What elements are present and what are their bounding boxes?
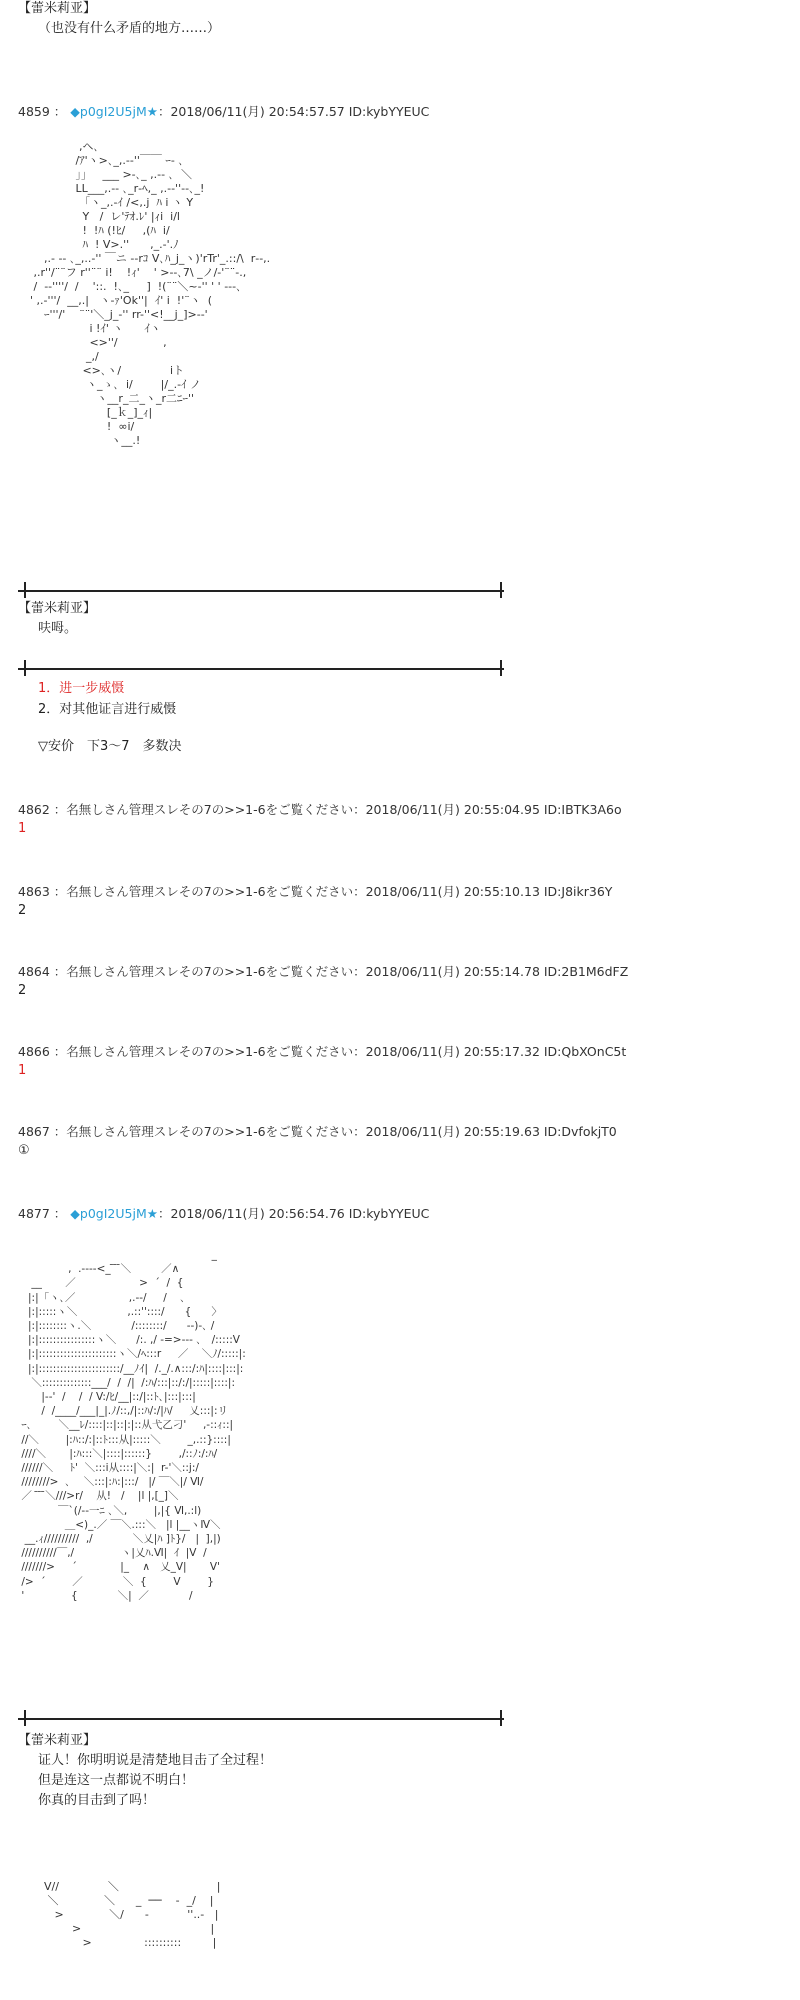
reply-header: 4863 ：名無しさん管理スレその7の>>1-6をご覧ください：2018/06/11(月) 20:55:10.13 ID:J8ikr36Y [18, 884, 613, 899]
reply-body: 2 [18, 983, 27, 998]
post-meta: ：2018/06/11(月) 20:54:57.57 ID:kybYYEUC [157, 104, 430, 119]
reply-header: 4862 ：名無しさん管理スレその7の>>1-6をご覧ください：2018/06/11(月) 20:55:04.95 ID:IBTK3A6o [18, 802, 622, 817]
ascii-art-remilia-2: _ , .-‐‐‐<_ ̄ ̄ ̄＼ ／∧ __ ／ > ´ / { |:|「ヽ､／ ,.-‐/ / ､ |:|:::::ヽ＼ ,.::''::::/ { 〉 |:|::::::::ヽ.＼ /::::::::/ -‐)-､ / |:|::::::::::::::::ヽ＼ /:. ,/ ‐=>‐-- ､ /:::::V |:|::::::::::::::::::::::ヽ＼/ﾍ:::r ／ ＼ﾉ/:::::|: |:|:::::::::::::::::::::::/__ﾉｲ| /._/.∧:::/:ﾊ|::::|:::|: ＼::::::::::::::___/ / /| /:ﾊ/:::|::/:/|:::::|::::|: |‐-' / / / V:/ﾋ/__|::/|::ﾄ､|:::|:::| / /____/___|_|.ﾉ/::,/|::ﾊ/:/|ﾊ/ 乂:::|:リ ｰ､ ＼__ﾚ/::::|::|::|:|::从弋乙刁' ,-::ｨ::| //＼ |:ﾊ::/:|::ﾄ:::从|:::::＼ _,.::}::::| ////＼ |:ﾊ:::＼|::::|::::::} ,/::ﾉ:/:ﾊ/ //////＼ ﾄ' ＼:::i从::::|＼:| r-'＼::j:/ ////////> ､ ＼:::|:ﾊ:|:::/ |/ ￣＼|/ Ⅵ/ ／ ̄ ̄ ̄＼///>r/ 从! / |l |,[_]＼ ￣`(/--一ﾆ ､＼, |,|{ Ⅵ,.:l) ＿<)_.／ ￣＼.:::＼ |l |__ヽⅣ＼ __.ｨ////////// ,/ ＼乂|ﾊ ]ﾄ}/ | ],|) //////////￣,/ ヽ|乂ﾊ.Ⅵ| ｲ |Ⅴ / ///////> ´ |_ ∧ 乂_V| V' /> ´ ／ ＼ { V } ' { ＼| ／ / [21, 1249, 246, 1602]
separator-tick [500, 582, 502, 598]
dialogue-line: 但是连这一点都说不明白！ [38, 1773, 195, 1788]
choice-1: 1．进一步威慑 [38, 681, 125, 696]
reply-header: 4864 ：名無しさん管理スレその7の>>1-6をご覧ください：2018/06/11(月) 20:55:14.78 ID:2B1M6dFZ [18, 964, 629, 979]
separator-tick [24, 660, 26, 676]
dialogue-line: （也没有什么矛盾的地方……） [38, 21, 221, 36]
separator-line [18, 668, 504, 670]
speaker-label: 【蕾米莉亚】 [18, 1733, 97, 1748]
dialogue-line: 你真的目击到了吗！ [38, 1793, 156, 1808]
post-number[interactable]: 4877 [18, 1206, 50, 1221]
separator-tick [24, 582, 26, 598]
speaker-label: 【蕾米莉亚】 [18, 1, 97, 16]
separator-tick [500, 1710, 502, 1726]
post-meta: ：2018/06/11(月) 20:56:54.76 ID:kybYYEUC [157, 1206, 430, 1221]
post-number[interactable]: 4859 [18, 104, 50, 119]
ascii-art-fragment-3: V// ＼ | ＼ ＼ _ ── - _/ | > ＼/ ‐ ''..- | > | > :::::::::: | [43, 1880, 221, 1949]
reply-body: ① [18, 1143, 30, 1158]
dialogue-line: 证人！你明明说是清楚地目击了全过程！ [38, 1753, 273, 1768]
vote-instruction: ▽安价 下3～7 多数决 [38, 739, 182, 754]
reply-body: 1 [18, 1063, 27, 1078]
tripcode[interactable]: ◆p0gI2U5jM [70, 104, 147, 119]
reply-header: 4867 ：名無しさん管理スレその7の>>1-6をご覧ください：2018/06/11(月) 20:55:19.63 ID:DvfokjT0 [18, 1124, 617, 1139]
dialogue-line: 呋呣。 [38, 621, 78, 636]
post-header-4859 [18, 103, 429, 121]
ascii-art-remilia-1: ,ヘ､ /ｱ'ヽ>､_,.-‐''￣￣ ｰ- ､ 」」 ___ >-､_ ,.-‐ ､ ＼ LL___,.-‐ ､_r‐ﾍ,_ ,.-‐''‐-､_! 「ヽ_,.-ｲ /<,.j ﾊ i ヽ Y Y / レ'ﾃｵ.ﾚ' |ｨi i/l ! !ﾊ (!ﾋ/ ,(ﾊ i/ ﾊ ! V>.'' ,_.-'.ﾉ ,.- -- ､_,..-'' ￣ニ ‐-rｺ V､ﾊ_j_ヽ)'rTr'_.::/\ r‐-,. ,.r''/¨¨フ r''¨¨ i! !ｨ' ' >‐-､7\ _ノ/‐'¨¨‐., / ‐-''''/ / '::. !､_ ] !(¨¨＼~-'' ' ' ‐--､ ' ,.-'''/ __,.| ヽ-ｧ'Ok''| ｲ' i !'¨ヽ ( ｰ'''/' ¨¨'＼_j_-'' rr-''<!__j_]>-‐' i !ｲ' ヽ ｲヽ <>''/ , _,/ <>､ヽ/ iト ヽ_ゝ､ i/ |/_.-ｲ ノ ヽ__r_二_ヽ_r二ﾆｰ'' [_ｋ_]_ｨ| ! ∞i/ ヽ__.! [30, 140, 271, 447]
reply-header: 4866 ：名無しさん管理スレその7の>>1-6をご覧ください：2018/06/11(月) 20:55:17.32 ID:QbXOnC5t [18, 1044, 627, 1059]
separator-tick [500, 660, 502, 676]
star-icon: ★ [146, 104, 158, 119]
post-header-4877 [18, 1205, 429, 1223]
star-icon: ★ [146, 1206, 158, 1221]
tripcode[interactable]: ◆p0gI2U5jM [70, 1206, 147, 1221]
post-sep: ： [53, 1206, 67, 1221]
separator-line [18, 1718, 504, 1720]
speaker-label: 【蕾米莉亚】 [18, 601, 97, 616]
reply-body: 1 [18, 821, 27, 836]
choice-2: 2．对其他证言进行威慑 [38, 702, 177, 717]
separator-tick [24, 1710, 26, 1726]
post-sep: ： [53, 104, 67, 119]
separator-line [18, 590, 504, 592]
reply-body: 2 [18, 903, 27, 918]
